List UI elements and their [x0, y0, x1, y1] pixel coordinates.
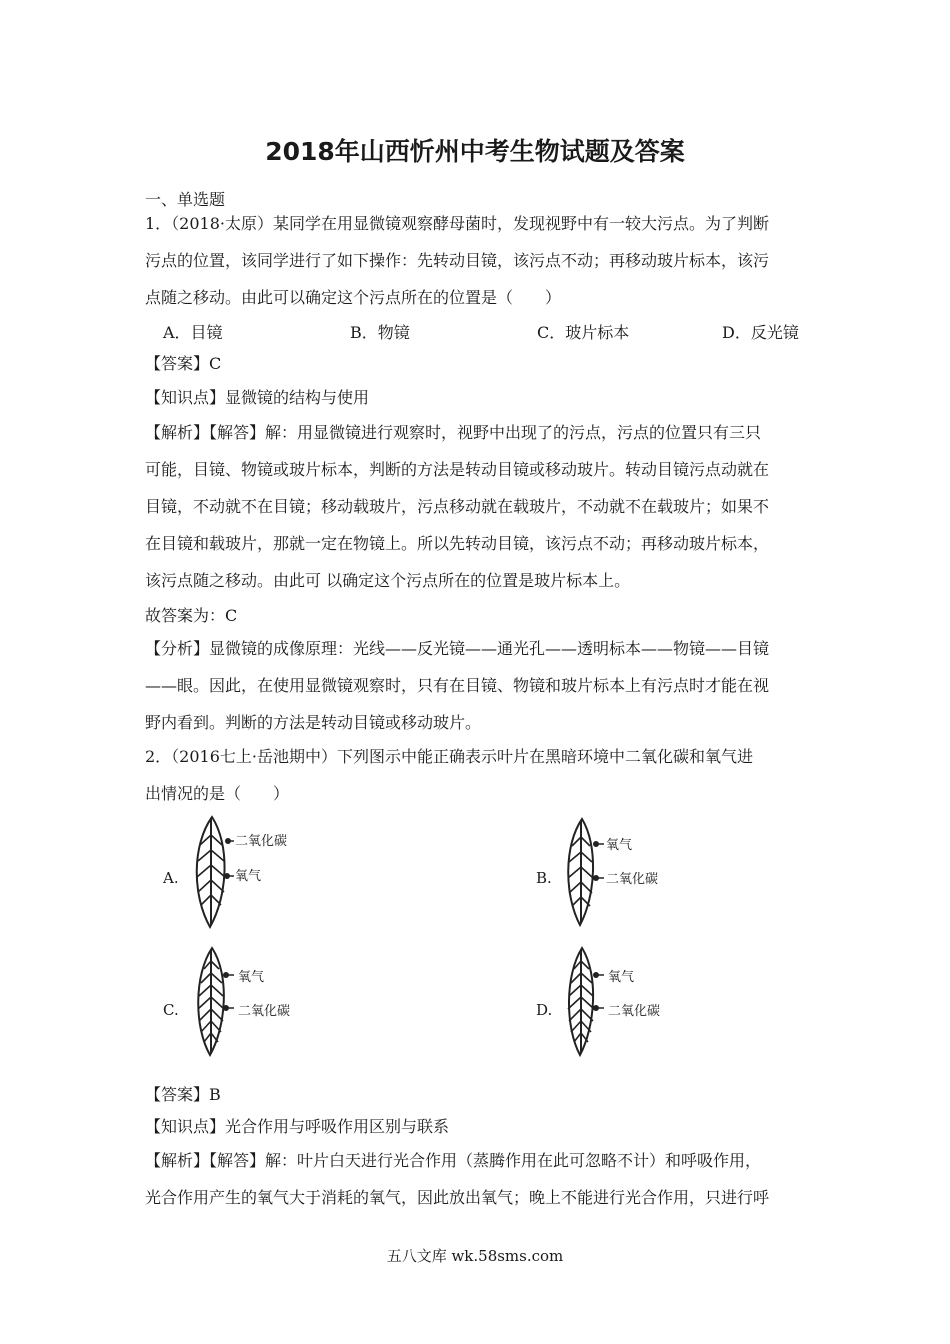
- figure-d-label: D.: [536, 1001, 553, 1019]
- q2-line-1: 2．（2016七上·岳池期中）下列图示中能正确表示叶片在黑暗环境中二氧化碳和氧气进: [145, 747, 753, 766]
- figure-d-bottom-label: 二氧化碳: [608, 1004, 661, 1019]
- figure-c-top-label: 氧气: [238, 970, 265, 985]
- q1-line-3: 点随之移动。由此可以确定这个污点所在的位置是（ ）: [145, 288, 562, 307]
- q1-analysis-line-2: 可能，目镜、物镜或玻片标本，判断的方法是转动目镜或移动玻片。转动目镜污点动就在: [145, 460, 770, 479]
- figure-c-label: C.: [163, 1001, 179, 1019]
- q2-answer: 【答案】B: [145, 1085, 221, 1104]
- section-heading: 一、单选题: [145, 190, 226, 209]
- figure-d-top-label: 氧气: [608, 970, 635, 985]
- figure-b-label: B.: [536, 869, 552, 887]
- q1-line-1: 1．（2018·太原）某同学在用显微镜观察酵母菌时，发现视野中有一较大污点。为了判断: [145, 214, 769, 233]
- figure-a-bottom-label: 氧气: [235, 869, 262, 884]
- q1-line-2: 污点的位置，该同学进行了如下操作：先转动目镜，该污点不动；再移动玻片标本，该污: [145, 251, 770, 270]
- q1-analysis-line-1: 【解析】【解答】解：用显微镜进行观察时，视野中出现了的污点，污点的位置只有三只: [145, 423, 762, 442]
- q1-conclusion: 故答案为：C: [145, 606, 238, 625]
- q1-answer: 【答案】C: [145, 354, 222, 373]
- q2-analysis-line-2: 光合作用产生的氧气大于消耗的氧气，因此放出氧气；晚上不能进行光合作用，只进行呼: [145, 1188, 770, 1207]
- q1-option-a: A．目镜: [163, 323, 223, 342]
- q1-fenxi-line-3: 野内看到。判断的方法是转动目镜或移动玻片。: [145, 713, 482, 732]
- figure-b-top-label: 氧气: [606, 838, 633, 853]
- q1-fenxi-line-2: ——眼。因此，在使用显微镜观察时，只有在目镜、物镜和玻片标本上有污点时才能在视: [145, 676, 770, 695]
- q1-knowledge: 【知识点】显微镜的结构与使用: [145, 388, 370, 407]
- figure-c-bottom-label: 二氧化碳: [238, 1004, 291, 1019]
- q1-option-b: B．物镜: [350, 323, 410, 342]
- q1-analysis-line-4: 在目镜和载玻片，那就一定在物镜上。所以先转动目镜，该污点不动；再移动玻片标本，: [145, 534, 770, 553]
- q1-analysis-line-3: 目镜，不动就不在目镜；移动载玻片，污点移动就在载玻片，不动就不在载玻片；如果不: [145, 497, 770, 516]
- figure-a-label: A.: [163, 869, 179, 887]
- q2-knowledge: 【知识点】光合作用与呼吸作用区别与联系: [145, 1117, 450, 1136]
- q1-fenxi-line-1: 【分析】显微镜的成像原理：光线——反光镜——通光孔——透明标本——物镜——目镜: [145, 639, 770, 658]
- q1-analysis-line-5: 该污点随之移动。由此可 以确定这个污点所在的位置是玻片标本上。: [145, 571, 631, 590]
- q2-analysis-line-1: 【解析】【解答】解：叶片白天进行光合作用（蒸腾作用在此可忽略不计）和呼吸作用，: [145, 1151, 762, 1170]
- q1-option-d: D．反光镜: [722, 323, 799, 342]
- q2-line-2: 出情况的是（ ）: [145, 784, 290, 803]
- figure-a-top-label: 二氧化碳: [235, 834, 288, 849]
- page-footer: 五八文库 wk.58sms.com: [386, 1247, 564, 1265]
- document-title: 2018年山西忻州中考生物试题及答案: [265, 137, 685, 166]
- q1-option-c: C．玻片标本: [537, 323, 630, 342]
- figure-b-bottom-label: 二氧化碳: [606, 872, 659, 887]
